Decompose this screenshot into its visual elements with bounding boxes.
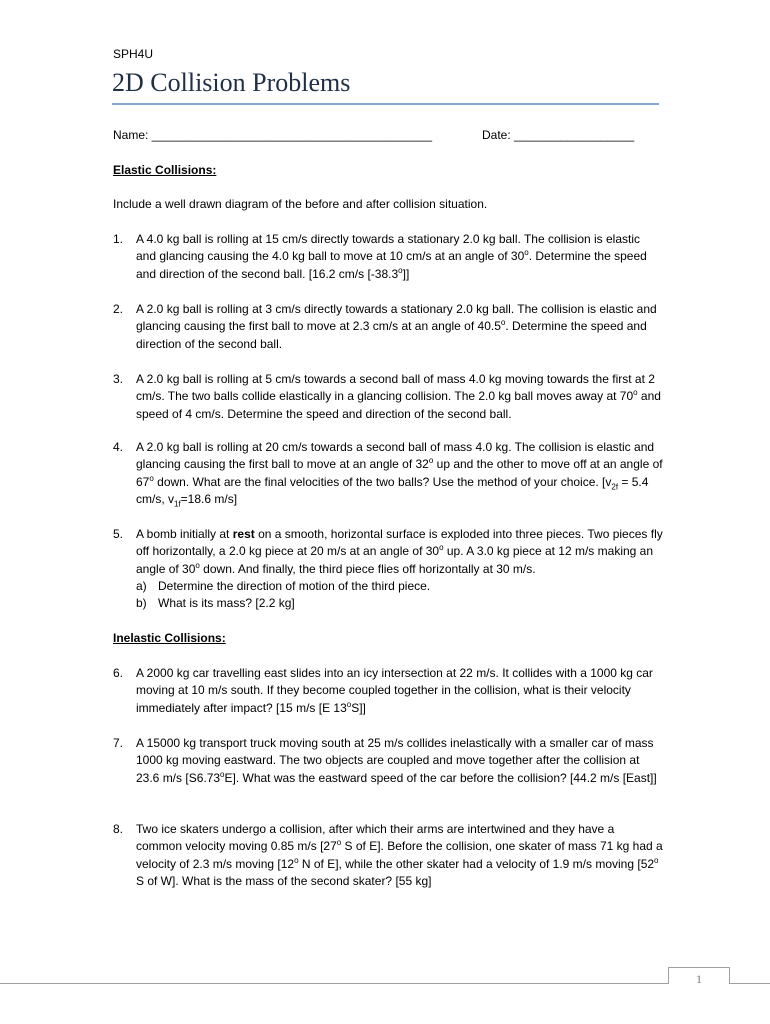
date-label: Date: — [482, 128, 511, 142]
question-number: 4. — [113, 440, 124, 454]
degree-symbol: o — [439, 543, 444, 553]
question-number: 5. — [113, 527, 124, 541]
degree-symbol: o — [294, 855, 299, 865]
elastic-heading: Elastic Collisions: — [113, 163, 217, 177]
degree-symbol: o — [654, 855, 659, 865]
subscript: 1f — [174, 499, 181, 509]
question-8 — [113, 821, 663, 890]
inelastic-heading: Inelastic Collisions: — [113, 631, 226, 645]
subscript: 2f — [611, 481, 619, 491]
question-number: 2. — [113, 302, 124, 316]
name-field — [113, 128, 432, 142]
degree-symbol: o — [149, 473, 154, 483]
question-number: 7. — [113, 736, 124, 750]
elastic-intro: Include a well drawn diagram of the before and after collision situation. — [113, 197, 488, 211]
question-text: A 2.0 kg ball is rolling at 3 cm/s directly towards a stationary 2.0 kg ball. The collision is elastic and glancing causing the first ball to move at 2.3 cm/s at an angle of 40.5$^o$. Determine the speed and direction of the second ball. — [136, 302, 657, 351]
degree-symbol: o — [398, 265, 403, 275]
degree-symbol: o — [633, 388, 638, 398]
question-number: 3. — [113, 372, 124, 386]
degree-symbol: o — [346, 699, 352, 709]
course-code: SPH4U — [113, 47, 154, 61]
degree-symbol: o — [195, 560, 200, 570]
subpart-b: b) What is its mass? [2.2 kg] — [136, 596, 295, 611]
question-text: A 2.0 kg ball is rolling at 20 cm/s towards a second ball of mass 4.0 kg. The collision is elastic and glancing causing the first ball to move at an angle of 32$^o$ up and the other to move off at an angle of 67$^o$ down. What are the final velocities of the two balls? Use the method of your choice. [$v_{2f} = 5.4$ cm/s, $v_{1f}=18.6$ m/s] — [136, 440, 663, 509]
question-text: A bomb initially at rest on a smooth, horizontal surface is exploded into three pieces. Two pieces fly off horizontally, a 2.0 kg piece at 20 m/s at an angle of 30$^o$ up. A 3.0 kg piece at 12 m/s making an angle of 30$^o$ down. And finally, the third piece flies off horizontally at 30 m/s. a) Determine the direction of motion of the third piece. b) What is its mass? [2.2 kg] — [136, 526, 663, 612]
date-field — [482, 128, 634, 142]
subpart-a: a) Determine the direction of motion of the third piece. — [136, 578, 431, 593]
date-blank: __________________ — [514, 128, 635, 142]
question-7 — [113, 735, 663, 787]
degree-symbol: o — [524, 248, 529, 258]
question-text: A 4.0 kg ball is rolling at 15 cm/s directly towards a stationary 2.0 kg ball. The collision is elastic and glancing causing the 4.0 kg ball to move at 10 cm/s at an angle of 30$^o$. Determine the speed and direction of the second ball. [16.2 cm/s [-38.3$^o$]] — [136, 232, 647, 281]
question-number: 6. — [113, 666, 124, 680]
question-text: A 15000 kg transport truck moving south at 25 m/s collides inelastically with a smaller car of mass 1000 kg moving eastward. The two objects are coupled and move together after the collision at 23.6 m/s [S6.73$^o$E]. What was the eastward speed of the car before the collision? [44.2 m/s [East]] — [136, 736, 657, 785]
question-number: 1. — [113, 232, 124, 246]
emphasis-rest: rest — [232, 527, 255, 541]
footer-rule — [0, 983, 770, 984]
question-text: A 2000 kg car travelling east slides into an icy intersection at 22 m/s. It collides with a 1000 kg car moving at 10 m/s south. If they become coupled together in the collision, what is their velocity immediately after impact? [15 m/s [E 13$^o$S]] — [136, 666, 653, 715]
question-3 — [113, 371, 663, 423]
page-title: 2D Collision Problems — [112, 68, 351, 97]
degree-symbol: o — [220, 769, 225, 779]
question-5 — [113, 526, 663, 612]
question-text: A 2.0 kg ball is rolling at 5 cm/s towards a second ball of mass 4.0 kg moving towards the first at 2 cm/s. The two balls collide elastically in a glancing collision. The 2.0 kg ball moves away at 70$^o$ and speed of 4 cm/s. Determine the speed and direction of the second ball. — [136, 372, 661, 421]
name-blank: __________________________________________ — [151, 128, 432, 142]
question-text: Two ice skaters undergo a collision, after which their arms are intertwined and they have a common velocity moving 0.85 m/s [27$^o$ S of E]. Before the collision, one skater of mass 71 kg had a velocity of 2.3 m/s moving [12$^o$ N of E], while the other skater had a velocity of 1.9 m/s moving [52$^o$ S of W]. What is the mass of the second skater? [55 kg] — [136, 822, 663, 888]
question-6 — [113, 665, 663, 717]
question-1 — [113, 231, 663, 283]
degree-symbol: o — [336, 838, 342, 848]
question-number: 8. — [113, 822, 124, 836]
degree-symbol: o — [500, 318, 506, 328]
name-label: Name: — [113, 128, 149, 142]
title-underline — [112, 103, 659, 105]
question-4 — [113, 439, 663, 508]
page-number: 1 — [668, 967, 730, 984]
degree-symbol: o — [428, 456, 434, 466]
question-2 — [113, 301, 663, 353]
